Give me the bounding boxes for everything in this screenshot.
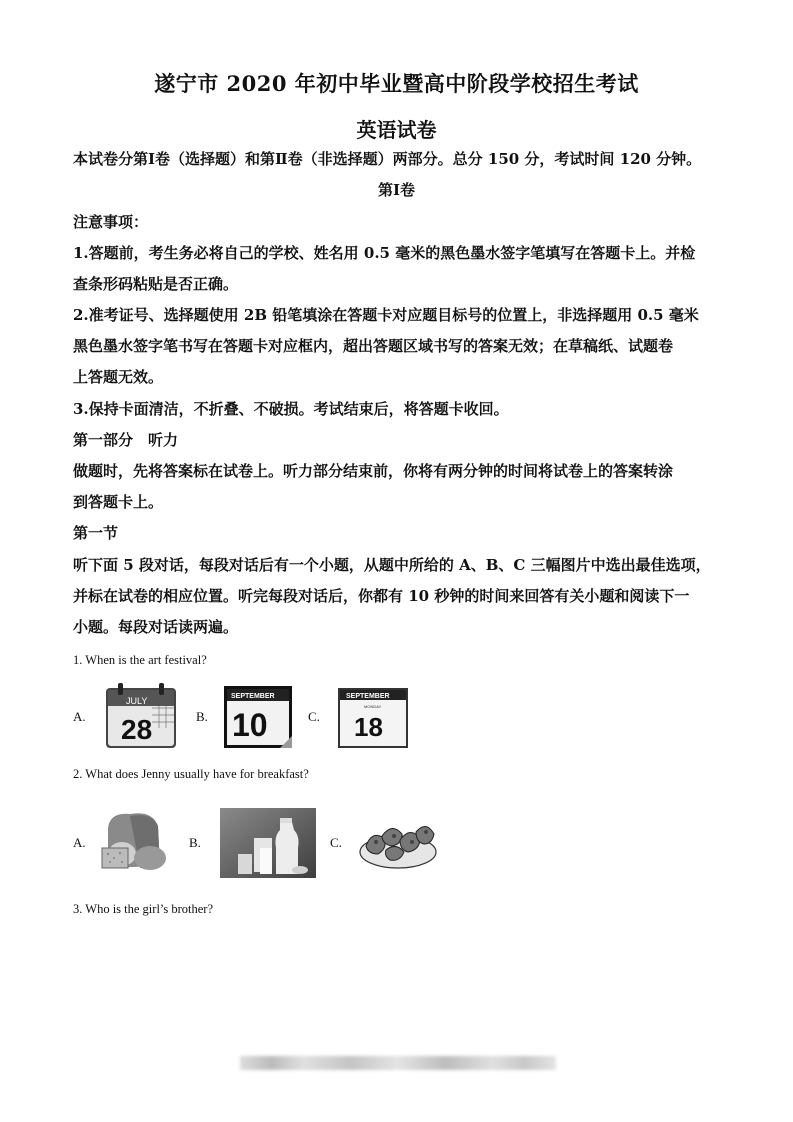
calendar-month-text: JULY (126, 696, 148, 706)
part1-heading: 第一部分 听力 (73, 431, 179, 449)
q1-option-c-label: C. (308, 709, 320, 724)
question-2: 2. What does Jenny usually have for breakfast? (73, 767, 309, 781)
notice-heading: 注意事项： (73, 213, 149, 231)
calendar-weekday-text: MONDAY (364, 704, 382, 709)
notice-item-2: 2.准考证号、选择题使用 2B 铅笔填涂在答题卡对应题目标号的位置上，非选择题用 0.5 毫米 (73, 306, 699, 324)
calendar-icon (104, 682, 178, 750)
section1-desc-cont2: 小题。每段对话读两遍。 (73, 618, 239, 636)
q1-option-b-label: B. (196, 709, 208, 724)
calendar-icon (222, 684, 294, 750)
calendar-icon (336, 686, 410, 750)
bread-icon (100, 808, 174, 876)
notice-item-2-cont2: 上答题无效。 (73, 368, 164, 386)
dumplings-icon (356, 812, 438, 872)
exam-title: 遂宁市 2020 年初中毕业暨高中阶段学校招生考试 (154, 71, 639, 96)
exam-subtitle: 英语试卷 (356, 118, 437, 142)
notice-item-2-cont: 黑色墨水签字笔书写在答题卡对应框内，超出答题区域书写的答案无效；在草稿纸、试题卷 (73, 337, 674, 355)
part1-desc: 做题时，先将答案标在试卷上。听力部分结束前，你将有两分钟的时间将试卷上的答案转涂 (73, 462, 674, 480)
calendar-day-text: 18 (354, 712, 383, 742)
section1-heading: 第一节 (73, 524, 119, 542)
section-title: 第Ⅰ卷 (377, 181, 416, 199)
section1-desc-cont: 并标在试卷的相应位置。听完每段对话后，你都有 10 秒钟的时间来回答有关小题和阅读下一 (73, 587, 690, 605)
question-3: 3. Who is the girl’s brother? (73, 902, 214, 916)
calendar-month-text: SEPTEMBER (346, 693, 390, 700)
calendar-day-text: 10 (232, 707, 268, 743)
milk-icon (220, 808, 316, 878)
notice-item-1-cont: 查条形码粘贴是否正确。 (73, 275, 239, 293)
q2-option-b-label: B. (189, 835, 201, 850)
q1-option-a-label: A. (73, 709, 86, 724)
notice-item-1: 1.答题前，考生务必将自己的学校、姓名用 0.5 毫米的黑色墨水签字笔填写在答题卡上。并检 (73, 244, 696, 262)
part1-desc-cont: 到答题卡上。 (73, 493, 164, 511)
section1-desc: 听下面 5 段对话，每段对话后有一个小题，从题中所给的 A、B、C 三幅图片中选出最佳选项， (73, 556, 711, 574)
q2-option-a-label: A. (73, 835, 86, 850)
notice-item-3: 3.保持卡面清洁，不折叠、不破损。考试结束后，将答题卡收回。 (73, 400, 509, 418)
question-1: 1. When is the art festival? (73, 653, 207, 667)
calendar-day-text: 28 (121, 714, 153, 745)
q2-option-c-label: C. (330, 835, 342, 850)
calendar-month-text: SEPTEMBER (231, 693, 275, 700)
intro-text: 本试卷分第Ⅰ卷（选择题）和第Ⅱ卷（非选择题）两部分。总分 150 分，考试时间 120 分钟。 (73, 150, 702, 168)
blurred-footer (240, 1056, 556, 1070)
